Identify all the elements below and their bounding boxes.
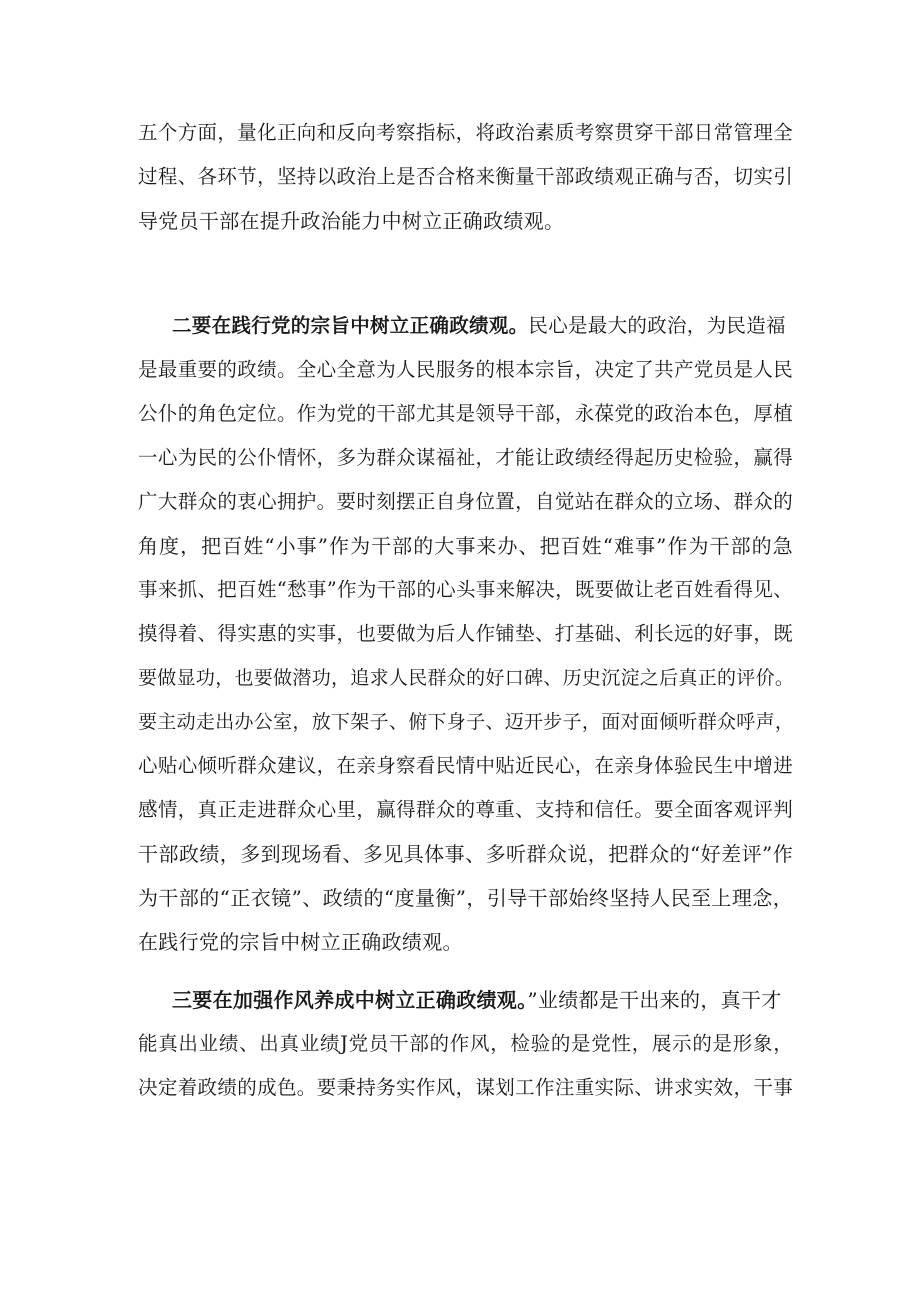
- paragraph-1-line-1: 五个方面，量化正向和反向考察指标，将政治素质考察贯穿干部日常管理全: [138, 121, 793, 144]
- paragraph-3-line-2: 决定着政绩的成色。要秉持务实作风，谋划工作注重实际、讲求实效，干事: [138, 1076, 793, 1099]
- paragraph-2-heading: 二要在践行党的宗旨中树立正确政绩观。: [172, 314, 529, 337]
- paragraph-3-first-rest: ”业绩都是干出来的，真干才: [527, 988, 782, 1012]
- paragraph-2-line-14: 在践行党的宗旨中树立正确政绩观。: [138, 930, 463, 954]
- paragraph-2-line-8: 要做显功，也要做潜功，追求人民群众的好口碑、历史沉淀之后真正的评价。: [138, 667, 795, 689]
- paragraph-2-first-rest: 民心是最大的政治，为民造福: [528, 314, 786, 337]
- paragraph-2-line-1: 是最重要的政绩。全心全意为人民服务的根本宗旨，决定了共产党员是人民: [138, 358, 793, 381]
- paragraph-1-line-3: 导党员干部在提升政治能力中树立正确政绩观。: [138, 209, 565, 233]
- paragraph-2-first-line: [172, 311, 793, 341]
- paragraph-2-line-11: 感情，真正走进群众心里，赢得群众的尊重、支持和信任。要全面客观评判: [138, 798, 793, 821]
- paragraph-3-first-line: [172, 985, 793, 1015]
- paragraph-2-line-13: 为干部的“正衣镜”、政绩的“度量衡”，引导干部始终坚持人民至上理念，: [138, 886, 793, 910]
- paragraph-2-line-4: 广大群众的衷心拥护。要时刻摆正自身位置，自觉站在群众的立场、群众的: [138, 490, 793, 513]
- paragraph-2-line-12: 干部政绩，多到现场看、多见具体事、多听群众说，把群众的“好差评”作: [138, 842, 793, 866]
- paragraph-3-heading: 三要在加强作风养成中树立正确政绩观。: [172, 988, 528, 1012]
- paragraph-2-line-6: 事来抓、把百姓“愁事”作为干部的心头事来解决，既要做让老百姓看得见、: [138, 578, 793, 601]
- paragraph-2-line-9: 要主动走出办公室，放下架子、俯下身子、迈开步子，面对面倾听群众呼声，: [138, 711, 795, 733]
- paragraph-2-line-3: 一心为民的公仆情怀，多为群众谋福祉，才能让政绩经得起历史检验，赢得: [138, 446, 793, 469]
- paragraph-2-line-7: 摸得着、得实惠的实事，也要做为后人作铺垫、打基础、利长远的好事，既: [138, 622, 793, 645]
- paragraph-3-line-1: 能真出业绩、出真业绩J党员干部的作风，检验的是党性，展示的是形象，: [138, 1032, 793, 1055]
- paragraph-2-line-10: 心贴心倾听群众建议，在亲身察看民情中贴近民心，在亲身体验民生中增进: [138, 754, 793, 777]
- paragraph-2-line-5: 角度，把百姓“小事”作为干部的大事来办、把百姓“难事”作为干部的急: [138, 534, 793, 558]
- paragraph-1-line-2: 过程、各环节，坚持以政治上是否合格来衡量干部政绩观正确与否，切实引: [138, 165, 793, 188]
- paragraph-2-line-2: 公仆的角色定位。作为党的干部尤其是领导干部，永葆党的政治本色，厚植: [138, 402, 793, 425]
